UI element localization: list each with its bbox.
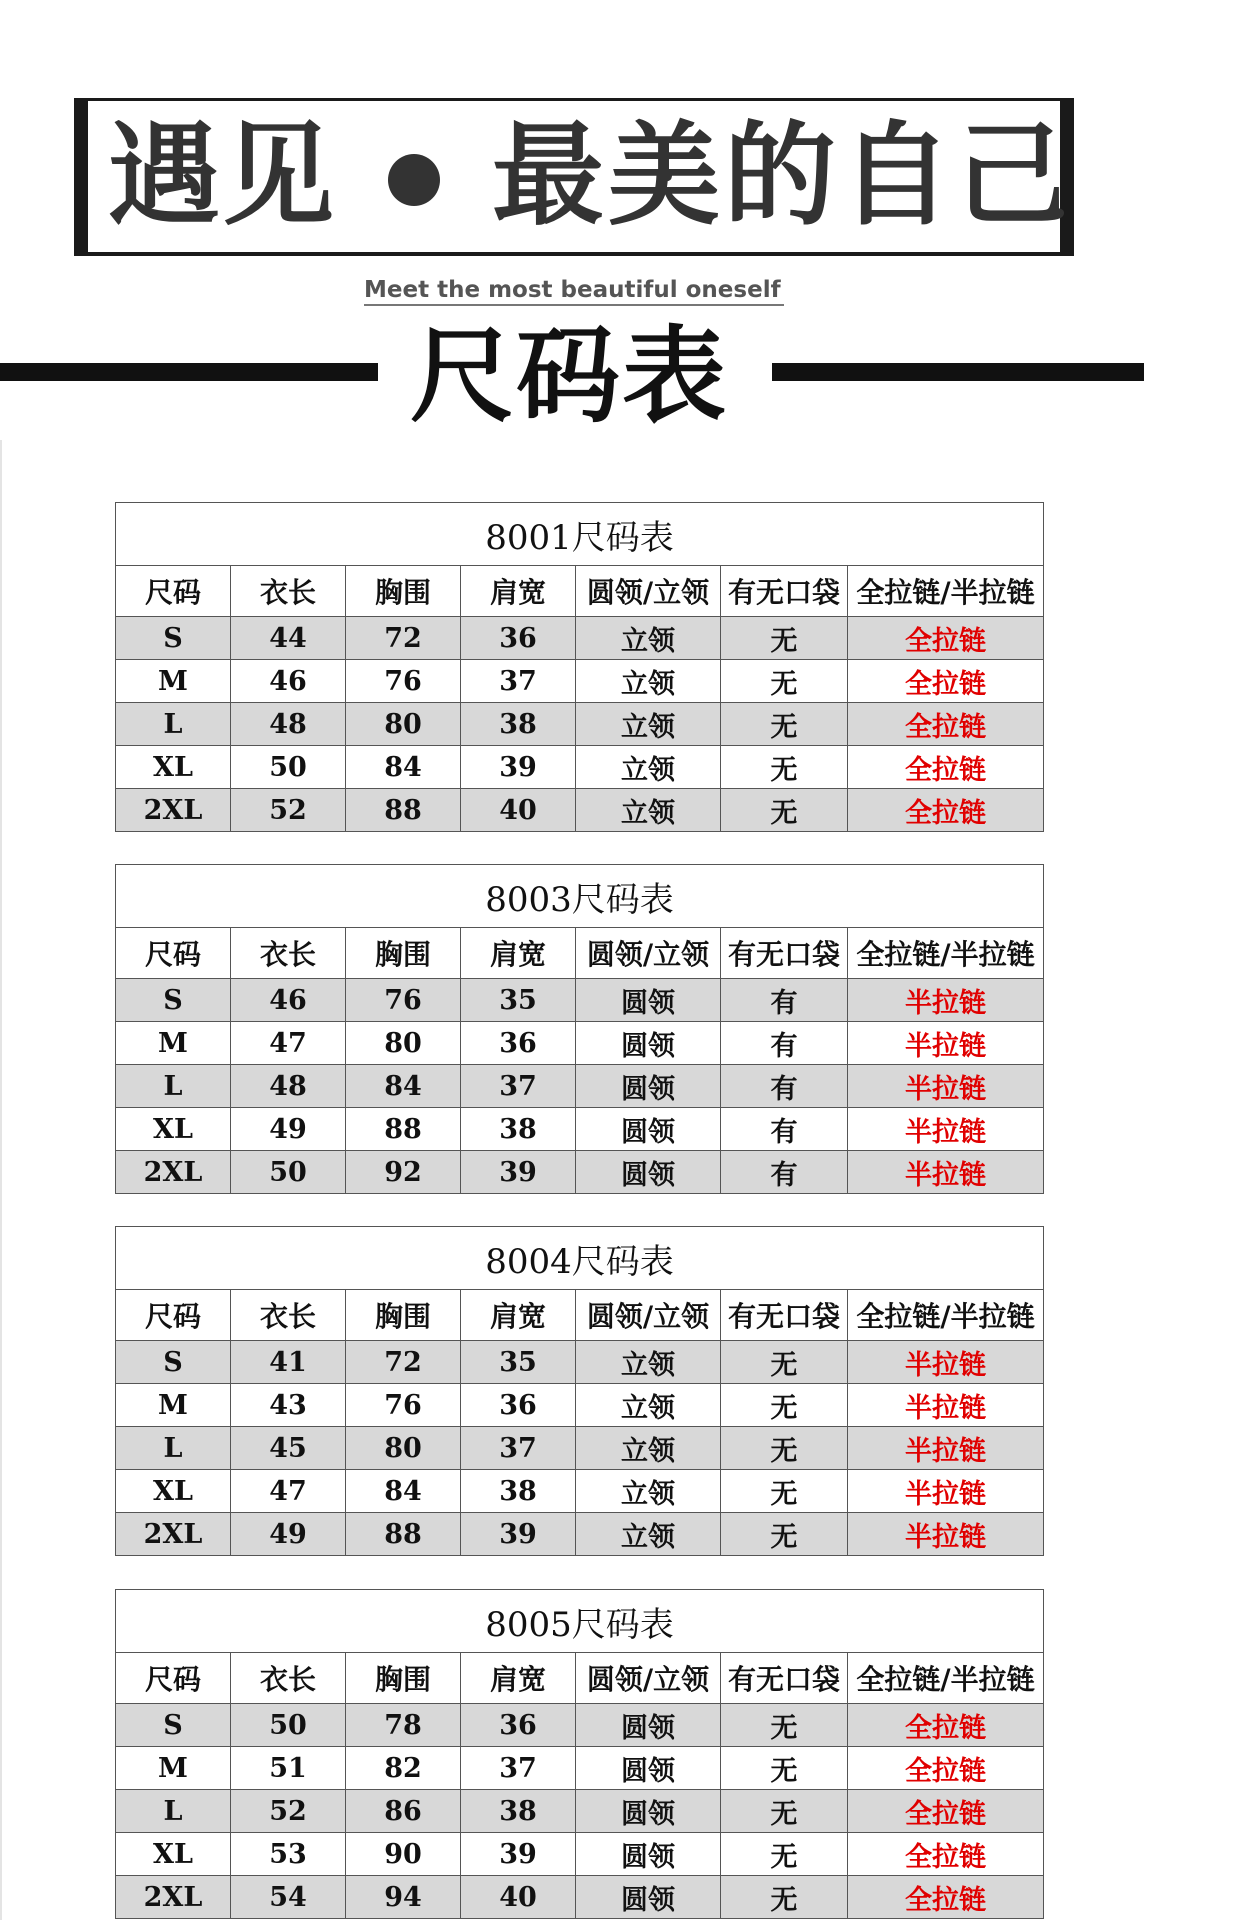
table-title-row	[116, 865, 1044, 928]
table-cell: M	[116, 1747, 231, 1790]
table-cell: 38	[461, 1470, 576, 1513]
table-cell: 有	[721, 1065, 848, 1108]
table-title: 8003尺码表	[116, 865, 1044, 928]
table-cell: 圆领	[576, 1876, 721, 1919]
table-cell: 2XL	[116, 1513, 231, 1556]
table-cell: 无	[721, 1704, 848, 1747]
table-cell: 全拉链	[848, 1833, 1044, 1876]
table-cell: 49	[231, 1513, 346, 1556]
table-cell: 无	[721, 1513, 848, 1556]
table-cell: 76	[346, 1384, 461, 1427]
table-cell: 有	[721, 1151, 848, 1194]
table-cell: 有	[721, 979, 848, 1022]
table-cell: 圆领	[576, 1151, 721, 1194]
table-cell: L	[116, 1065, 231, 1108]
table-cell: 半拉链	[848, 1108, 1044, 1151]
table-header-row	[116, 928, 1044, 979]
column-header: 尺码	[116, 566, 231, 617]
table-cell: 38	[461, 703, 576, 746]
table-cell: 无	[721, 789, 848, 832]
banner-subtitle: Meet the most beautiful oneself	[364, 276, 784, 306]
table-title: 8004尺码表	[116, 1227, 1044, 1290]
page-title: 尺码表	[410, 315, 729, 437]
table-cell: 全拉链	[848, 660, 1044, 703]
table-cell: 圆领	[576, 1790, 721, 1833]
table-cell: XL	[116, 1833, 231, 1876]
table-cell: 半拉链	[848, 1151, 1044, 1194]
table-row	[116, 1065, 1044, 1108]
table-cell: 41	[231, 1341, 346, 1384]
column-header: 有无口袋	[721, 1653, 848, 1704]
table-cell: 92	[346, 1151, 461, 1194]
table-cell: 37	[461, 1065, 576, 1108]
table-cell: 80	[346, 1427, 461, 1470]
column-header: 胸围	[346, 928, 461, 979]
table-row	[116, 979, 1044, 1022]
table-cell: 78	[346, 1704, 461, 1747]
table-cell: 53	[231, 1833, 346, 1876]
table-cell: 全拉链	[848, 1790, 1044, 1833]
table-cell: XL	[116, 1470, 231, 1513]
table-cell: 36	[461, 617, 576, 660]
table-cell: 52	[231, 1790, 346, 1833]
table-cell: 40	[461, 789, 576, 832]
table-title-row	[116, 503, 1044, 566]
table-cell: 圆领	[576, 1747, 721, 1790]
table-row	[116, 1876, 1044, 1919]
table-cell: S	[116, 1341, 231, 1384]
banner-left-text: 遇见	[108, 111, 336, 241]
table-cell: 半拉链	[848, 979, 1044, 1022]
title-rule-left	[0, 363, 378, 381]
left-edge-line	[0, 440, 2, 1920]
table-cell: 立领	[576, 789, 721, 832]
table-cell: 无	[721, 746, 848, 789]
table-row	[116, 746, 1044, 789]
table-cell: 88	[346, 1513, 461, 1556]
table-cell: 无	[721, 1876, 848, 1919]
column-header: 衣长	[231, 1653, 346, 1704]
table-cell: S	[116, 979, 231, 1022]
table-row	[116, 1022, 1044, 1065]
table-cell: 全拉链	[848, 789, 1044, 832]
column-header: 圆领/立领	[576, 1653, 721, 1704]
table-cell: 2XL	[116, 1876, 231, 1919]
table-cell: 立领	[576, 746, 721, 789]
table-cell: 圆领	[576, 1108, 721, 1151]
table-row	[116, 1151, 1044, 1194]
size-table	[115, 1589, 1044, 1919]
table-cell: 39	[461, 746, 576, 789]
table-cell: 有	[721, 1108, 848, 1151]
size-table	[115, 1226, 1044, 1556]
table-cell: 72	[346, 1341, 461, 1384]
table-cell: 35	[461, 1341, 576, 1384]
table-cell: 84	[346, 1470, 461, 1513]
table-cell: 无	[721, 1341, 848, 1384]
column-header: 全拉链/半拉链	[848, 1290, 1044, 1341]
table-row	[116, 1108, 1044, 1151]
table-cell: 35	[461, 979, 576, 1022]
table-cell: 全拉链	[848, 746, 1044, 789]
table-cell: 2XL	[116, 789, 231, 832]
table-row	[116, 1790, 1044, 1833]
table-cell: 46	[231, 660, 346, 703]
column-header: 全拉链/半拉链	[848, 1653, 1044, 1704]
table-cell: 37	[461, 1427, 576, 1470]
table-cell: 半拉链	[848, 1341, 1044, 1384]
table-cell: M	[116, 1022, 231, 1065]
table-cell: 36	[461, 1384, 576, 1427]
column-header: 圆领/立领	[576, 566, 721, 617]
table-cell: 立领	[576, 1513, 721, 1556]
column-header: 衣长	[231, 566, 346, 617]
column-header: 胸围	[346, 1653, 461, 1704]
table-row	[116, 1470, 1044, 1513]
table-cell: 80	[346, 703, 461, 746]
table-cell: 无	[721, 660, 848, 703]
table-cell: 立领	[576, 1427, 721, 1470]
table-row	[116, 1513, 1044, 1556]
size-table	[115, 864, 1044, 1194]
table-cell: 立领	[576, 1470, 721, 1513]
table-cell: 82	[346, 1747, 461, 1790]
table-cell: 38	[461, 1790, 576, 1833]
table-cell: XL	[116, 1108, 231, 1151]
table-cell: 43	[231, 1384, 346, 1427]
table-cell: 46	[231, 979, 346, 1022]
table-cell: 47	[231, 1022, 346, 1065]
table-cell: 圆领	[576, 1833, 721, 1876]
table-cell: 52	[231, 789, 346, 832]
table-cell: 80	[346, 1022, 461, 1065]
table-cell: 圆领	[576, 1022, 721, 1065]
table-cell: 立领	[576, 703, 721, 746]
table-cell: 76	[346, 660, 461, 703]
table-cell: 无	[721, 1747, 848, 1790]
table-row	[116, 660, 1044, 703]
table-header-row	[116, 566, 1044, 617]
column-header: 肩宽	[461, 1290, 576, 1341]
table-cell: 48	[231, 703, 346, 746]
table-header-row	[116, 1290, 1044, 1341]
table-cell: 76	[346, 979, 461, 1022]
column-header: 胸围	[346, 1290, 461, 1341]
title-rule-right	[772, 363, 1144, 381]
table-cell: 88	[346, 1108, 461, 1151]
table-cell: 半拉链	[848, 1022, 1044, 1065]
column-header: 肩宽	[461, 928, 576, 979]
table-cell: 立领	[576, 617, 721, 660]
table-cell: 无	[721, 1790, 848, 1833]
table-title: 8005尺码表	[116, 1590, 1044, 1653]
table-cell: 半拉链	[848, 1384, 1044, 1427]
table-cell: S	[116, 1704, 231, 1747]
column-header: 圆领/立领	[576, 928, 721, 979]
column-header: 胸围	[346, 566, 461, 617]
table-cell: 36	[461, 1022, 576, 1065]
table-cell: 51	[231, 1747, 346, 1790]
banner-right-text: 最美的自己	[492, 111, 1072, 241]
table-cell: 无	[721, 1833, 848, 1876]
table-cell: 45	[231, 1427, 346, 1470]
table-cell: 86	[346, 1790, 461, 1833]
table-cell: 50	[231, 746, 346, 789]
table-cell: 44	[231, 617, 346, 660]
table-cell: 47	[231, 1470, 346, 1513]
column-header: 全拉链/半拉链	[848, 928, 1044, 979]
table-cell: 半拉链	[848, 1065, 1044, 1108]
table-cell: 半拉链	[848, 1470, 1044, 1513]
table-row	[116, 1704, 1044, 1747]
table-cell: XL	[116, 746, 231, 789]
table-row	[116, 1747, 1044, 1790]
table-cell: 圆领	[576, 979, 721, 1022]
table-cell: S	[116, 617, 231, 660]
table-row	[116, 1427, 1044, 1470]
table-cell: 84	[346, 1065, 461, 1108]
table-cell: 84	[346, 746, 461, 789]
table-cell: 全拉链	[848, 1704, 1044, 1747]
column-header: 圆领/立领	[576, 1290, 721, 1341]
table-cell: 圆领	[576, 1704, 721, 1747]
table-cell: 48	[231, 1065, 346, 1108]
table-title-row	[116, 1590, 1044, 1653]
column-header: 有无口袋	[721, 1290, 848, 1341]
table-cell: M	[116, 1384, 231, 1427]
table-title: 8001尺码表	[116, 503, 1044, 566]
table-cell: 半拉链	[848, 1427, 1044, 1470]
table-cell: M	[116, 660, 231, 703]
table-cell: 90	[346, 1833, 461, 1876]
table-cell: 无	[721, 1427, 848, 1470]
table-cell: 37	[461, 660, 576, 703]
table-row	[116, 703, 1044, 746]
table-cell: 立领	[576, 1384, 721, 1427]
table-cell: 49	[231, 1108, 346, 1151]
column-header: 全拉链/半拉链	[848, 566, 1044, 617]
table-cell: 94	[346, 1876, 461, 1919]
table-cell: 半拉链	[848, 1513, 1044, 1556]
column-header: 衣长	[231, 1290, 346, 1341]
table-cell: 39	[461, 1513, 576, 1556]
table-cell: 38	[461, 1108, 576, 1151]
banner-frame	[74, 98, 1074, 256]
table-cell: 无	[721, 617, 848, 660]
table-cell: L	[116, 703, 231, 746]
table-cell: 37	[461, 1747, 576, 1790]
table-cell: 2XL	[116, 1151, 231, 1194]
table-cell: 39	[461, 1833, 576, 1876]
column-header: 尺码	[116, 1653, 231, 1704]
table-cell: 39	[461, 1151, 576, 1194]
table-cell: 全拉链	[848, 617, 1044, 660]
table-cell: 全拉链	[848, 1876, 1044, 1919]
table-cell: 全拉链	[848, 703, 1044, 746]
table-row	[116, 1341, 1044, 1384]
table-cell: 有	[721, 1022, 848, 1065]
banner-dot	[388, 154, 440, 206]
table-cell: 圆领	[576, 1065, 721, 1108]
table-cell: 50	[231, 1151, 346, 1194]
table-cell: L	[116, 1790, 231, 1833]
table-cell: 无	[721, 703, 848, 746]
column-header: 尺码	[116, 928, 231, 979]
column-header: 衣长	[231, 928, 346, 979]
size-table	[115, 502, 1044, 832]
column-header: 肩宽	[461, 1653, 576, 1704]
column-header: 有无口袋	[721, 566, 848, 617]
column-header: 尺码	[116, 1290, 231, 1341]
table-row	[116, 617, 1044, 660]
table-cell: 50	[231, 1704, 346, 1747]
table-row	[116, 1384, 1044, 1427]
table-row	[116, 1833, 1044, 1876]
table-cell: 36	[461, 1704, 576, 1747]
column-header: 肩宽	[461, 566, 576, 617]
table-cell: 54	[231, 1876, 346, 1919]
table-cell: 无	[721, 1384, 848, 1427]
table-cell: 40	[461, 1876, 576, 1919]
table-row	[116, 789, 1044, 832]
table-cell: 立领	[576, 660, 721, 703]
table-cell: 88	[346, 789, 461, 832]
table-cell: 立领	[576, 1341, 721, 1384]
table-header-row	[116, 1653, 1044, 1704]
table-cell: L	[116, 1427, 231, 1470]
table-title-row	[116, 1227, 1044, 1290]
table-cell: 无	[721, 1470, 848, 1513]
table-cell: 72	[346, 617, 461, 660]
table-cell: 全拉链	[848, 1747, 1044, 1790]
column-header: 有无口袋	[721, 928, 848, 979]
